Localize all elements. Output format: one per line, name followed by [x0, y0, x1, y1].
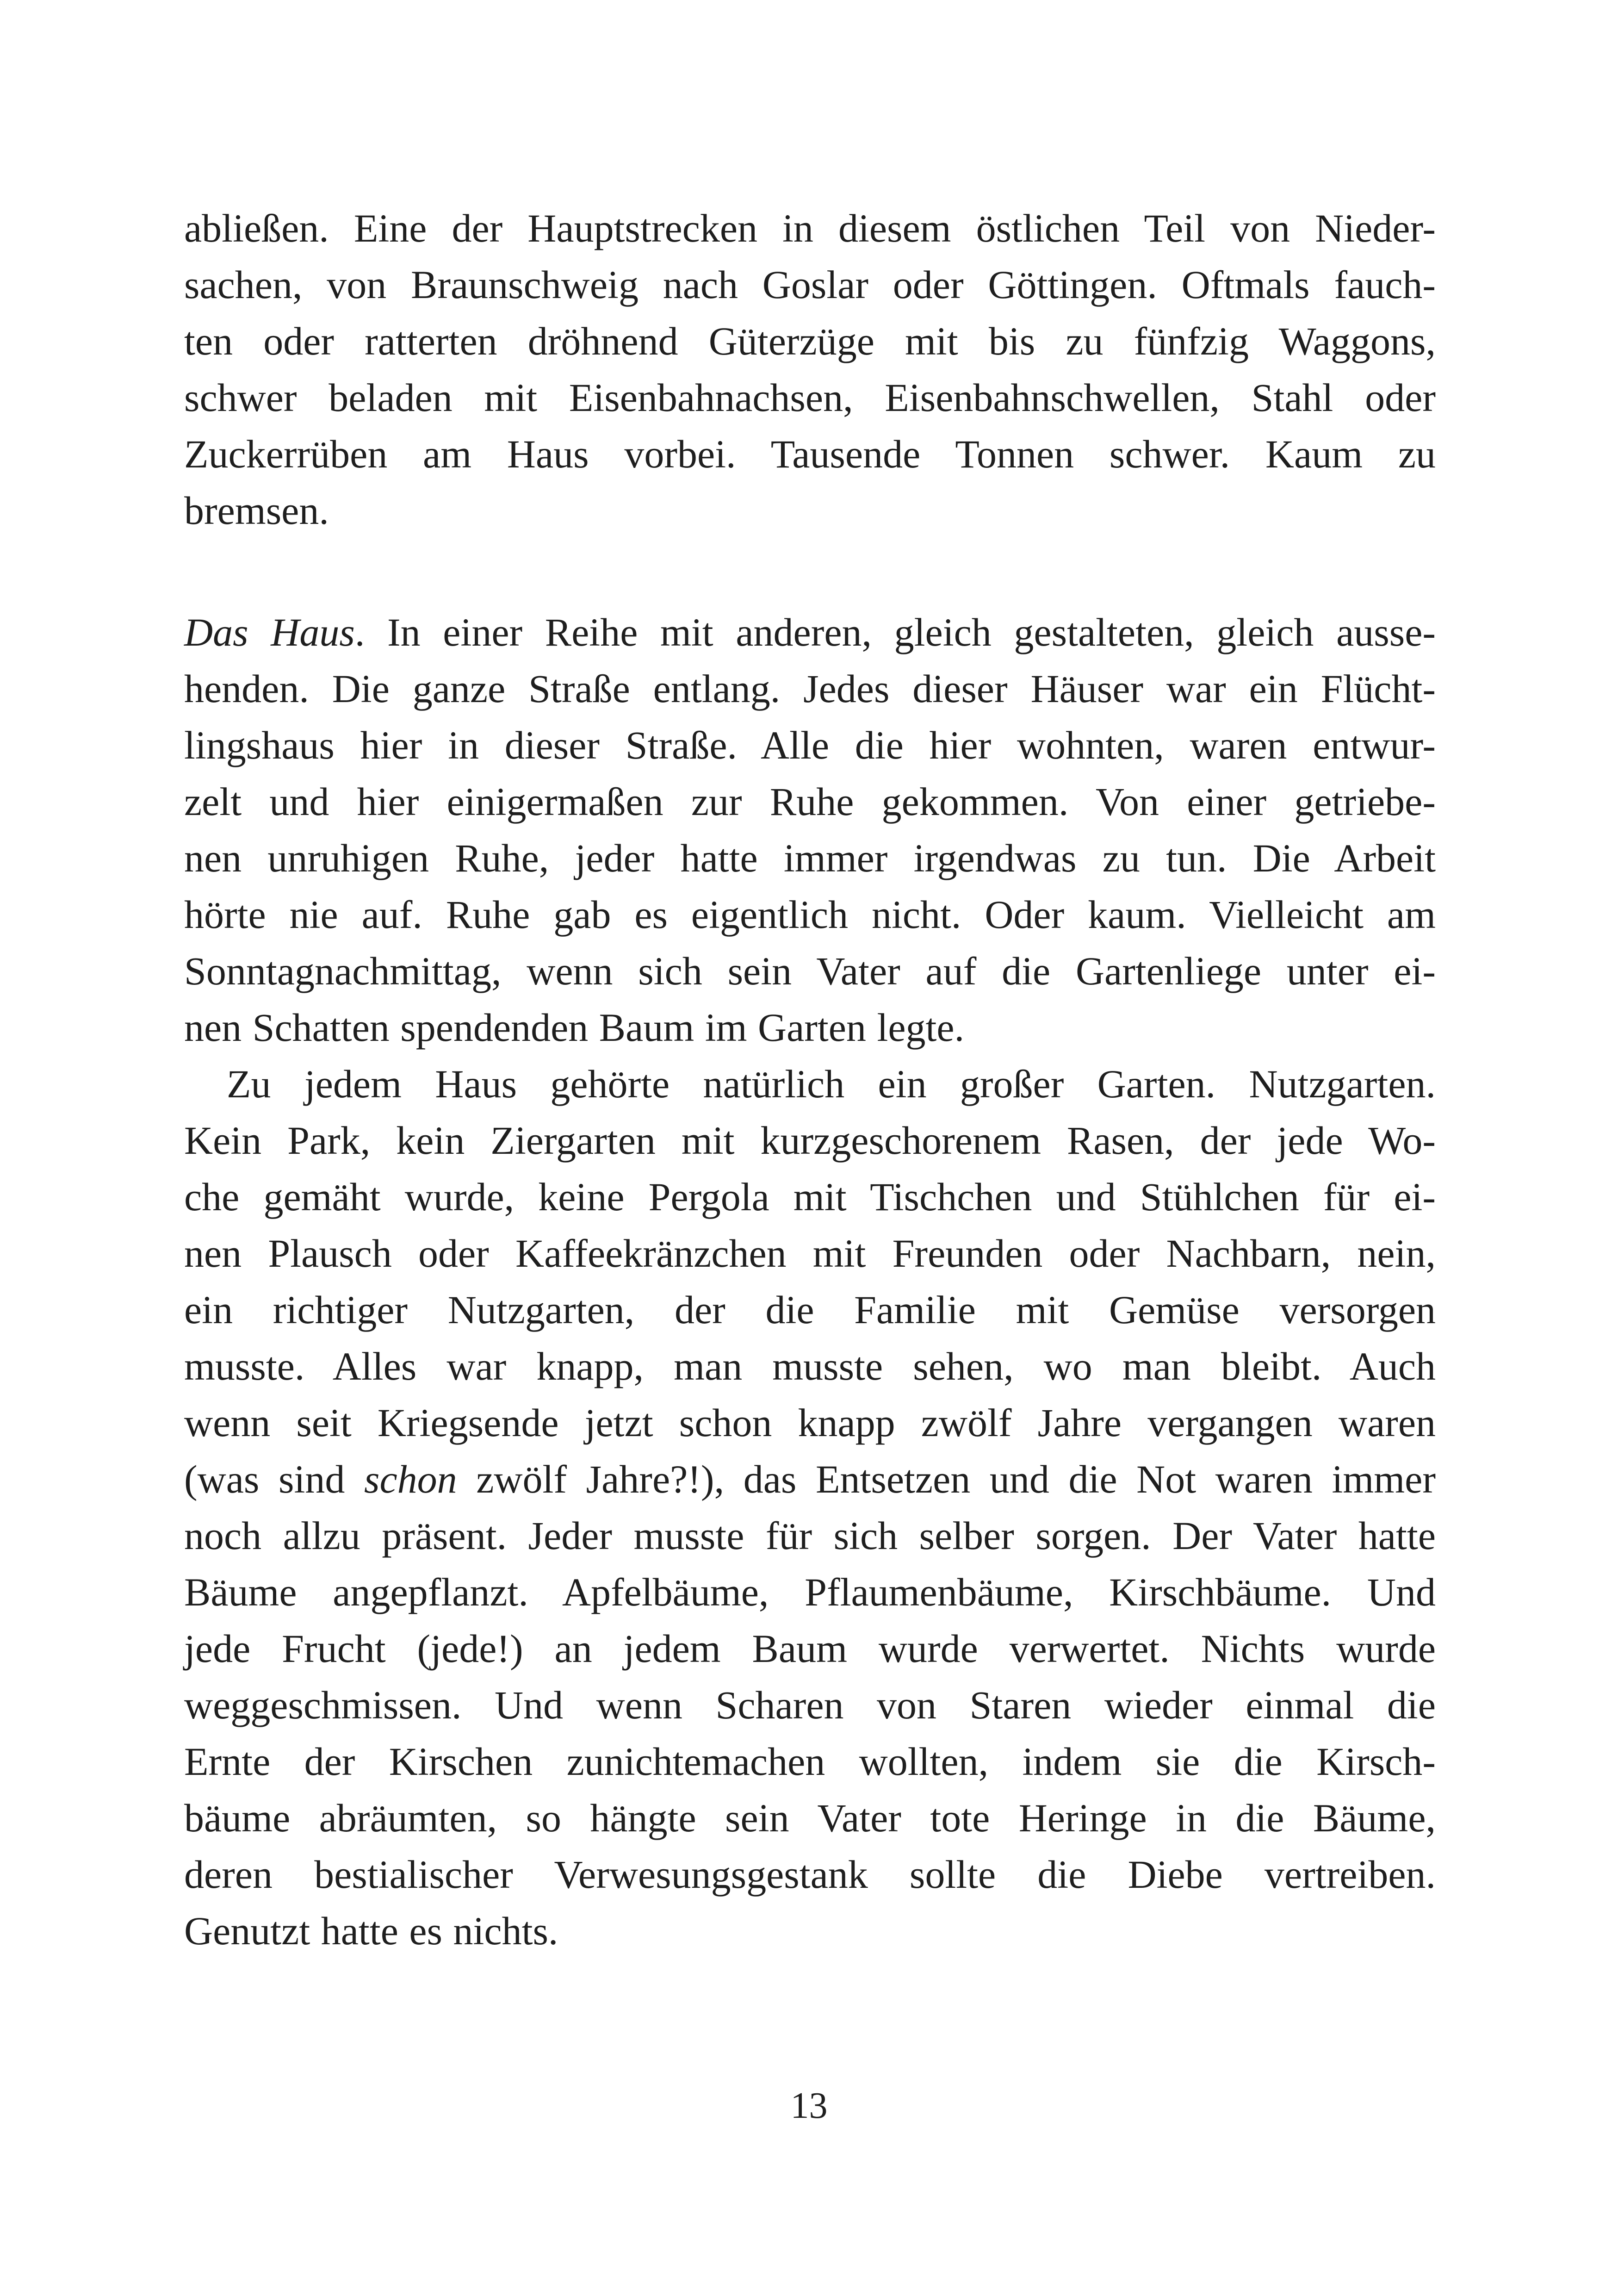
- text-line: wenn seit Kriegsende jetzt schon knapp zwölf Jahre vergangen waren: [184, 1400, 1436, 1445]
- text-fragment: zwölf Jahre?!), das Entsetzen und die Not waren immer: [457, 1457, 1436, 1501]
- text-line: Sonntagnachmittag, wenn sich sein Vater auf die Gartenliege unter ei-: [184, 949, 1436, 993]
- text-line: Zu jedem Haus gehörte natürlich ein großer Garten. Nutzgarten.: [227, 1062, 1436, 1106]
- text-line: Genutzt hatte es nichts.: [184, 1909, 558, 1953]
- text-line: henden. Die ganze Straße entlang. Jedes dieser Häuser war ein Flücht-: [184, 666, 1436, 711]
- text-line: sachen, von Braunschweig nach Goslar oder Göttingen. Oftmals fauch-: [184, 262, 1436, 307]
- text-line: Bäume angepflanzt. Apfelbäume, Pflaumenbäume, Kirschbäume. Und: [184, 1570, 1436, 1614]
- text-line: [184, 604, 1436, 660]
- text-line: Zuckerrüben am Haus vorbei. Tausende Tonnen schwer. Kaum zu: [184, 432, 1436, 476]
- text-line: che gemäht wurde, keine Pergola mit Tischchen und Stühlchen für ei-: [184, 1175, 1436, 1219]
- text-line: [184, 1451, 1436, 1507]
- paragraph-2-and-3: [184, 604, 1436, 1959]
- text-line: weggeschmissen. Und wenn Scharen von Staren wieder einmal die: [184, 1683, 1436, 1727]
- text-line: Kein Park, kein Ziergarten mit kurzgeschorenem Rasen, der jede Wo-: [184, 1118, 1436, 1163]
- paragraph-1: [184, 200, 1436, 539]
- text-line: deren bestialischer Verwesungsgestank sollte die Diebe vertreiben.: [184, 1852, 1436, 1897]
- text-fragment: . In einer Reihe mit anderen, gleich gestalteten, gleich ausse-: [354, 610, 1436, 654]
- text-line: nen unruhigen Ruhe, jeder hatte immer irgendwas zu tun. Die Arbeit: [184, 836, 1436, 880]
- text-line: abließen. Eine der Hauptstrecken in diesem östlichen Teil von Nieder-: [184, 206, 1436, 250]
- text-line: ein richtiger Nutzgarten, der die Familie mit Gemüse versorgen: [184, 1288, 1436, 1332]
- text-line: nen Plausch oder Kaffeekränzchen mit Freunden oder Nachbarn, nein,: [184, 1231, 1436, 1276]
- text-line: bremsen.: [184, 488, 329, 533]
- text-line: noch allzu präsent. Jeder musste für sich selber sorgen. Der Vater hatte: [184, 1513, 1436, 1558]
- text-line: schwer beladen mit Eisenbahnachsen, Eisenbahnschwellen, Stahl oder: [184, 375, 1436, 420]
- text-line: musste. Alles war knapp, man musste sehen, wo man bleibt. Auch: [184, 1344, 1436, 1388]
- italic-lead: Das Haus: [184, 610, 355, 654]
- text-fragment: (was sind: [184, 1457, 364, 1501]
- text-line: jede Frucht (jede!) an jedem Baum wurde verwertet. Nichts wurde: [184, 1626, 1436, 1671]
- text-line: hörte nie auf. Ruhe gab es eigentlich nicht. Oder kaum. Vielleicht am: [184, 892, 1436, 937]
- page-number: 13: [790, 2085, 828, 2126]
- text-line: Ernte der Kirschen zunichtemachen wollten, indem sie die Kirsch-: [184, 1739, 1436, 1784]
- text-line: nen Schatten spendenden Baum im Garten legte.: [184, 1005, 965, 1050]
- text-line: lingshaus hier in dieser Straße. Alle die hier wohnten, waren entwur-: [184, 723, 1436, 767]
- text-line: zelt und hier einigermaßen zur Ruhe gekommen. Von einer getriebe-: [184, 779, 1436, 824]
- italic-word: schon: [364, 1457, 457, 1501]
- text-line: bäume abräumten, so hängte sein Vater tote Heringe in die Bäume,: [184, 1796, 1436, 1840]
- text-line: ten oder ratterten dröhnend Güterzüge mit bis zu fünfzig Waggons,: [184, 319, 1436, 363]
